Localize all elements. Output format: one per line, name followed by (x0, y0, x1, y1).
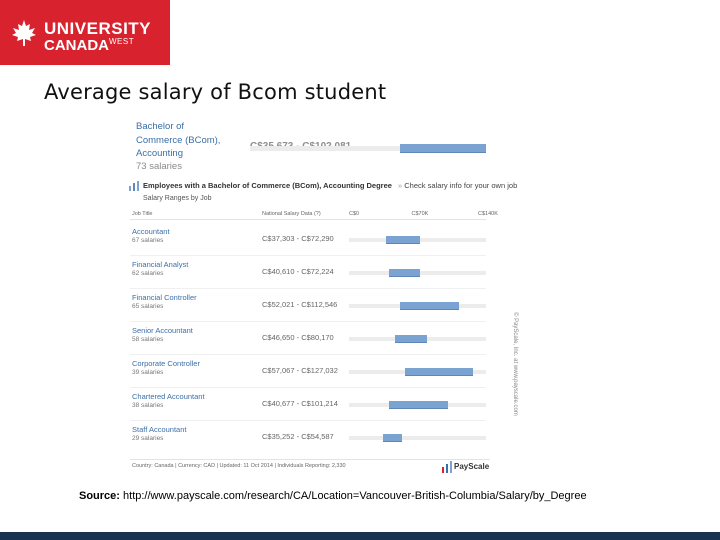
slide-title: Average salary of Bcom student (44, 80, 387, 104)
job-salary-range: C$57,067 - C$127,032 (262, 366, 338, 375)
check-salary-link[interactable] (398, 181, 517, 190)
job-title: Staff Accountant (132, 425, 187, 434)
payscale-brand: PayScale (454, 462, 490, 471)
row-divider (130, 420, 486, 421)
logo-text-canada (44, 37, 134, 54)
degree-label-line: Accounting (136, 148, 184, 159)
chart-footnote: Country: Canada | Currency: CAD | Updated: 11 Oct 2014 | Individuals Reporting: 2,330 (132, 463, 346, 469)
job-title: Financial Controller (132, 293, 197, 302)
row-divider (130, 387, 486, 388)
source-url: http://www.payscale.com/research/CA/Location=Vancouver-British-Columbia/Salary/by_Degree (123, 490, 587, 502)
job-salary-bar (405, 368, 473, 376)
job-title: Senior Accountant (132, 326, 193, 335)
panel-subtitle: Salary Ranges by Job (143, 195, 212, 202)
payscale-logo (442, 460, 494, 474)
axis-tick-label: C$70K (411, 211, 429, 217)
panel-title: Employees with a Bachelor of Commerce (BCom), Accounting Degree (143, 181, 392, 190)
job-salary-count: 65 salaries (132, 303, 164, 310)
job-salary-bar (389, 401, 448, 409)
job-salary-count: 58 salaries (132, 336, 164, 343)
axis-tick-label: C$140K (478, 211, 498, 217)
source-label: Source: (79, 490, 120, 502)
maple-leaf-icon (9, 18, 39, 48)
logo-text-university: UNIVERSITY (44, 19, 152, 38)
check-salary-link-text: Check salary info for your own job (404, 181, 518, 190)
job-salary-bar (383, 434, 402, 442)
footer-bar (0, 532, 720, 540)
job-title: Accountant (132, 227, 170, 236)
job-bar-track (349, 436, 486, 440)
salary-chart (122, 112, 550, 480)
row-divider (130, 354, 486, 355)
job-salary-count: 38 salaries (132, 402, 164, 409)
job-salary-range: C$52,021 - C$112,546 (262, 300, 338, 309)
logo-text-canada-word: CANADA (44, 37, 109, 54)
degree-label (136, 120, 220, 161)
university-logo (0, 0, 170, 65)
job-title: Financial Analyst (132, 260, 189, 269)
arrow-icon: » (398, 181, 405, 190)
footer-divider (130, 459, 490, 460)
logo-text-west: WEST (109, 37, 135, 46)
column-header-job: Job Title (132, 211, 153, 217)
job-salary-count: 62 salaries (132, 270, 164, 277)
job-salary-count: 29 salaries (132, 435, 164, 442)
job-salary-bar (395, 335, 428, 343)
degree-label-line: Commerce (BCom), (136, 134, 221, 146)
job-title: Corporate Controller (132, 359, 200, 368)
job-salary-bar (400, 302, 459, 310)
job-salary-count: 39 salaries (132, 369, 164, 376)
column-header-national: National Salary Data (?) (262, 211, 321, 217)
job-salary-range: C$37,303 - C$72,290 (262, 234, 334, 243)
degree-label-line: Bachelor of (136, 121, 185, 132)
header-divider (130, 219, 486, 220)
job-salary-count: 67 salaries (132, 237, 164, 244)
degree-bar (400, 144, 486, 153)
bar-chart-icon (129, 181, 139, 191)
degree-salary-count: 73 salaries (136, 161, 182, 172)
row-divider (130, 288, 486, 289)
job-salary-range: C$40,677 - C$101,214 (262, 399, 338, 408)
row-divider (130, 255, 486, 256)
axis-tick-label: C$0 (349, 211, 360, 217)
job-title: Chartered Accountant (132, 392, 205, 401)
source-citation (79, 490, 587, 502)
row-divider (130, 321, 486, 322)
job-salary-bar (389, 269, 420, 277)
payscale-bars-icon (442, 461, 452, 473)
job-salary-range: C$46,650 - C$80,170 (262, 333, 334, 342)
copyright-notice: © PayScale, Inc. at www.payscale.com (512, 312, 518, 416)
job-salary-range: C$40,610 - C$72,224 (262, 267, 334, 276)
job-salary-range: C$35,252 - C$54,587 (262, 432, 334, 441)
job-salary-bar (386, 236, 420, 244)
